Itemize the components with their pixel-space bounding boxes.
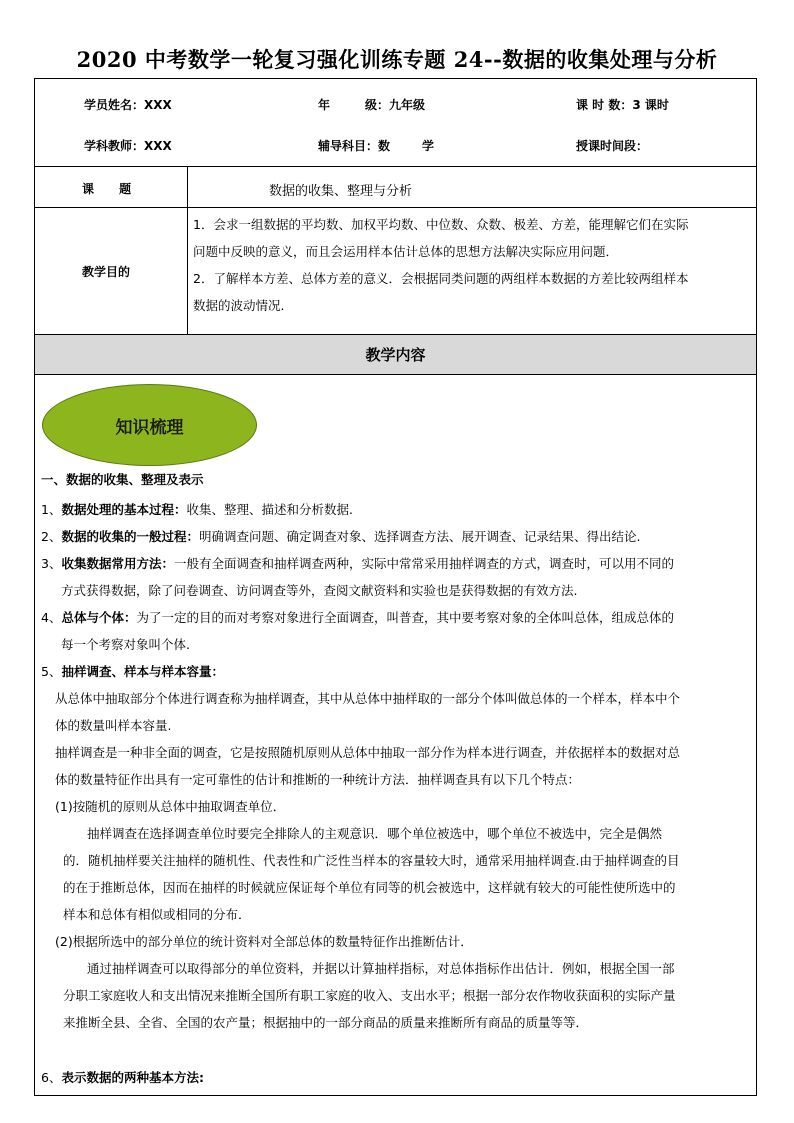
course-value: 数据的收集、整理与分析 — [269, 184, 413, 199]
list-item: 方式获得数据，除了问卷调查、访问调查等外，查阅文献资料和实验也是获得数据的有效方法. — [61, 583, 578, 598]
divider — [35, 207, 756, 208]
paragraph-line: (1)按随机的原则从总体中抽取调查单位． — [55, 799, 286, 814]
time-slot: 授课时间段： — [576, 139, 649, 153]
list-item: 4、总体与个体：为了一定的目的而对考察对象进行全面调查，叫普查，其中要考察对象的全体叫总体，组成总体的 — [41, 610, 674, 625]
divider — [35, 374, 756, 375]
paragraph-line: 来推断全县、全省、全国的农产量；根据抽中的一部分商品的质量来推断所有商品的质量等等． — [63, 1015, 589, 1030]
goals-label: 教学目的 — [82, 265, 131, 279]
paragraph-line: 的．随机抽样要关注抽样的随机性、代表性和广泛性当样本的容量较大时，通常采用抽样调查.由于抽样调查的目 — [63, 853, 680, 868]
paragraph-line: 体的数量特征作出具有一定可靠性的估计和推断的一种统计方法．抽样调查具有以下几个特点： — [55, 772, 581, 787]
paragraph-line: 通过抽样调查可以取得部分的单位资料，并据以计算抽样指标，对总体指标作出估计．例如，根据全国一部 — [87, 961, 675, 976]
paragraph-line: 体的数量叫样本容量. — [55, 718, 172, 733]
section-title: 一、数据的收集、整理及表示 — [41, 472, 204, 487]
goal-line: 1．会求一组数据的平均数、加权平均数、中位数、众数、极差、方差，能理解它们在实际 — [193, 217, 689, 232]
goal-line: 2．了解样本方差、总体方差的意义．会根据同类问题的两组样本数据的方差比较两组样本 — [193, 271, 689, 286]
divider — [187, 167, 188, 334]
paragraph-line: 抽样调查是一种非全面的调查，它是按照随机原则从总体中抽取一部分作为样本进行调查，并依据样本的数据对总 — [55, 745, 681, 760]
list-item: 6、表示数据的两种基本方法: — [41, 1070, 204, 1085]
page-title: 2020 中考数学一轮复习强化训练专题 24--数据的收集处理与分析 — [76, 47, 718, 72]
grade-value: 级：九年级 — [365, 98, 426, 112]
paragraph-line: 抽样调查在选择调查单位时要完全排除人的主观意识．哪个单位被选中，哪个单位不被选中，完全是偶然 — [87, 826, 663, 841]
list-item: 每一个考察对象叫个体. — [61, 637, 190, 652]
list-item: 3、收集数据常用方法：一般有全面调查和抽样调查两种，实际中常常采用抽样调查的方式，调查时，可以用不同的 — [41, 556, 674, 571]
course-label: 课 题 — [82, 182, 132, 196]
paragraph-line: 从总体中抽取部分个体进行调查称为抽样调查，其中从总体中抽样取的一部分个体叫做总体的一个样本，样本中个 — [55, 691, 681, 706]
list-item: 1、数据处理的基本过程：收集、整理、描述和分析数据. — [41, 502, 353, 517]
student-name: 学员姓名：XXX — [84, 98, 172, 112]
list-item: 2、数据的收集的一般过程：明确调查问题、确定调查对象、选择调查方法、展开调查、记录结果、得出结论. — [41, 529, 641, 544]
subject-value: 学 — [422, 139, 435, 153]
badge-label: 知识梳理 — [115, 417, 184, 438]
divider — [35, 334, 756, 335]
content-header: 教学内容 — [365, 346, 426, 364]
hours: 课 时 数：3 课时 — [576, 98, 669, 112]
goal-line: 问题中反映的意义，而且会运用样本估计总体的思想方法解决实际应用问题． — [193, 244, 619, 259]
paragraph-line: 分职工家庭收人和支出情况来推断全国所有职工家庭的收入、支出水平；根据一部分农作物收获面积的实际产量 — [63, 988, 676, 1003]
divider — [35, 166, 756, 167]
paragraph-line: 样本和总体有相似或相同的分布． — [63, 907, 251, 922]
list-item: 5、抽样调查、样本与样本容量： — [41, 664, 224, 679]
paragraph-line: 的在于推断总体，因而在抽样的时候就应保证每个单位有同等的机会被选中，这样就有较大的可能性使所选中的 — [63, 880, 676, 895]
goal-line: 数据的波动情况. — [193, 298, 285, 313]
knowledge-badge — [42, 384, 257, 466]
paragraph-line: (2)根据所选中的部分单位的统计资料对全部总体的数量特征作出推断估计． — [55, 934, 473, 949]
subject-label: 辅导科目：数 — [318, 139, 391, 153]
grade-label: 年 — [318, 98, 331, 112]
lesson-table — [34, 78, 757, 1096]
teacher-name: 学科教师：XXX — [84, 139, 172, 153]
